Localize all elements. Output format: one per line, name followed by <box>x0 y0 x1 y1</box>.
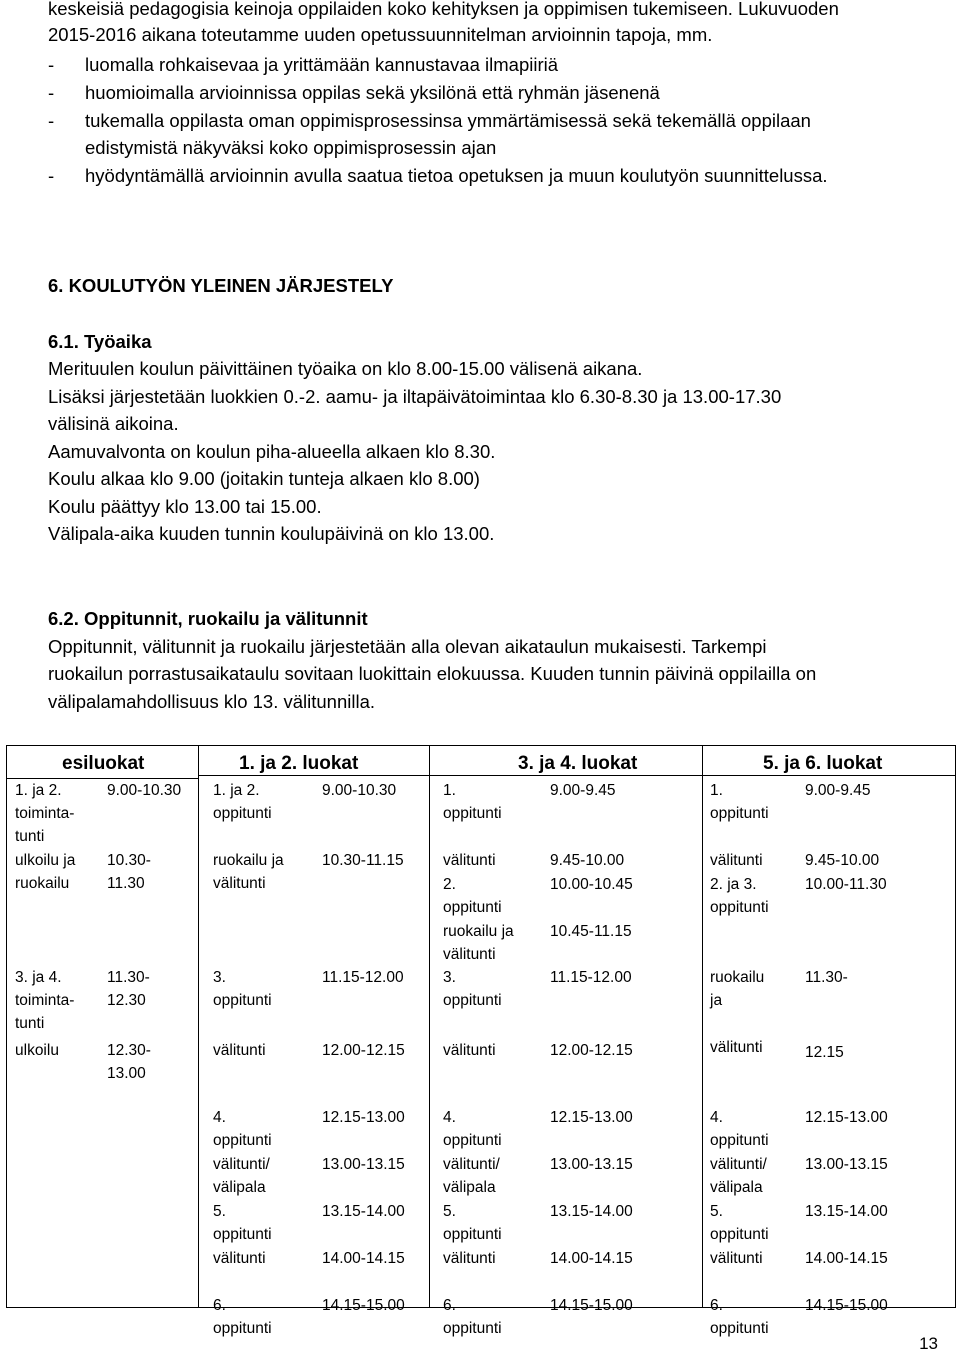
g56-activity-label: 2. ja 3. <box>710 876 757 893</box>
g56-time: 13.00-13.15 <box>805 1156 888 1173</box>
bullet-item: huomioimalla arvioinnissa oppilas sekä yksilönä että ryhmän jäsenenä <box>85 82 660 103</box>
g34-activity-label: välitunti <box>443 852 496 869</box>
g12-time: 12.00-12.15 <box>322 1042 405 1059</box>
bullet-item: tukemalla oppilasta oman oppimisprosessinsa ymmärtämisessä sekä tekemällä oppilaan <box>85 110 811 131</box>
g34-activity-label: ruokailu ja <box>443 923 514 940</box>
g34-activity-label: oppitunti <box>443 805 502 822</box>
g12-activity-label: välipala <box>213 1179 266 1196</box>
esi-time: 11.30- <box>107 969 150 986</box>
esi-activity-label: ruokailu <box>15 875 70 892</box>
bullet-dash: - <box>48 110 55 131</box>
esi-activity-label: tunti <box>15 1015 45 1032</box>
g56-time: 9.00-9.45 <box>805 782 871 799</box>
table-header-rule <box>198 775 955 776</box>
g34-activity-label: 5. <box>443 1203 456 1220</box>
lessons-line: Oppitunnit, välitunnit ja ruokailu järjestetään alla olevan aikataulun mukaisesti. Tarkempi <box>48 636 767 657</box>
g12-time: 13.15-14.00 <box>322 1203 405 1220</box>
lessons-line: ruokailun porrastusaikataulu sovitaan luokittain elokuussa. Kuuden tunnin päivinä oppilailla on <box>48 663 817 684</box>
g34-activity-label: oppitunti <box>443 1132 502 1149</box>
esi-time: 13.00 <box>107 1065 146 1082</box>
worktime-line: Aamuvalvonta on koulun piha-alueella alkaen klo 8.30. <box>48 441 496 462</box>
g34-activity-label: välitunti <box>443 1250 496 1267</box>
section-6-1-title: 6.1. Työaika <box>48 331 152 352</box>
table-divider <box>198 746 199 1307</box>
g56-activity-label: välitunti <box>710 852 763 869</box>
section-6-2-title: 6.2. Oppitunnit, ruokailu ja välitunnit <box>48 608 368 629</box>
bullet-dash: - <box>48 54 55 75</box>
g56-activity-label: välitunti <box>710 1250 763 1267</box>
g12-time: 14.00-14.15 <box>322 1250 405 1267</box>
worktime-line: Välipala-aika kuuden tunnin koulupäivinä on klo 13.00. <box>48 523 495 544</box>
g12-activity-label: välitunti/ <box>213 1156 270 1173</box>
g56-activity-label: ruokailu <box>710 969 765 986</box>
intro-line: keskeisiä pedagogisia keinoja oppilaiden koko kehityksen ja oppimisen tukemiseen. Lukuvuoden <box>48 0 839 19</box>
header-esiluokat: esiluokat <box>62 753 145 774</box>
g34-activity-label: oppitunti <box>443 899 502 916</box>
worktime-line: Lisäksi järjestetään luokkien 0.-2. aamu- ja iltapäivätoimintaa klo 6.30-8.30 ja 13.00-17.30 <box>48 386 782 407</box>
g34-activity-label: välitunti/ <box>443 1156 500 1173</box>
esi-activity-label: toiminta- <box>15 992 75 1009</box>
g12-activity-label: ruokailu ja <box>213 852 284 869</box>
bullet-dash: - <box>48 165 55 186</box>
g34-activity-label: 2. <box>443 876 456 893</box>
g12-activity-label: 6. <box>213 1297 226 1314</box>
bullet-item-cont: edistymistä näkyväksi koko oppimisprosessin ajan <box>85 137 497 158</box>
g12-activity-label: välitunti <box>213 875 266 892</box>
g34-activity-label: välitunti <box>443 1042 496 1059</box>
g56-activity-label: 5. <box>710 1203 723 1220</box>
g56-time: 12.15-13.00 <box>805 1109 888 1126</box>
bullet-item: hyödyntämällä arvioinnin avulla saatua tietoa opetuksen ja muun koulutyön suunnittelussa. <box>85 165 828 186</box>
g56-time: 14.00-14.15 <box>805 1250 888 1267</box>
g56-activity-label: välitunti/ <box>710 1156 767 1173</box>
g12-time: 13.00-13.15 <box>322 1156 405 1173</box>
g56-activity-label: 1. <box>710 782 723 799</box>
g56-activity-label: oppitunti <box>710 899 769 916</box>
header-1-2-luokat: 1. ja 2. luokat <box>239 753 359 774</box>
g56-activity-label: 4. <box>710 1109 723 1126</box>
g12-activity-label: 4. <box>213 1109 226 1126</box>
intro-line: 2015-2016 aikana toteutamme uuden opetussuunnitelman arvioinnin tapoja, mm. <box>48 24 713 45</box>
section-6-title: 6. KOULUTYÖN YLEINEN JÄRJESTELY <box>48 275 394 296</box>
worktime-line: Koulu päättyy klo 13.00 tai 15.00. <box>48 496 322 517</box>
bullet-item: luomalla rohkaisevaa ja yrittämään kannustavaa ilmapiiriä <box>85 54 559 75</box>
esi-activity-label: ulkoilu <box>15 1042 59 1059</box>
g34-time: 12.15-13.00 <box>550 1109 633 1126</box>
g34-time: 10.45-11.15 <box>550 923 632 940</box>
g56-time: 12.15 <box>805 1044 844 1061</box>
g56-activity-label: oppitunti <box>710 805 769 822</box>
g12-time: 9.00-10.30 <box>322 782 397 799</box>
g56-activity-label: välipala <box>710 1179 763 1196</box>
esi-time: 9.00-10.30 <box>107 782 182 799</box>
esi-time: 12.30- <box>107 1042 151 1059</box>
header-3-4-luokat: 3. ja 4. luokat <box>518 753 638 774</box>
g56-activity-label: välitunti <box>710 1039 763 1056</box>
page-number: 13 <box>919 1334 938 1353</box>
g12-activity-label: 1. ja 2. <box>213 782 260 799</box>
g34-activity-label: välitunti <box>443 946 496 963</box>
g34-time: 10.00-10.45 <box>550 876 633 893</box>
g34-time: 14.00-14.15 <box>550 1250 633 1267</box>
esi-activity-label: tunti <box>15 828 45 845</box>
g12-time: 14.15-15.00 <box>322 1297 405 1314</box>
g12-activity-label: oppitunti <box>213 1226 272 1243</box>
g56-activity-label: ja <box>710 992 723 1009</box>
g34-time: 12.00-12.15 <box>550 1042 633 1059</box>
g12-activity-label: 3. <box>213 969 226 986</box>
g12-activity-label: oppitunti <box>213 1320 272 1337</box>
g12-time: 11.15-12.00 <box>322 969 404 986</box>
g34-time: 9.45-10.00 <box>550 852 625 869</box>
g34-activity-label: 3. <box>443 969 456 986</box>
g34-time: 9.00-9.45 <box>550 782 616 799</box>
g12-activity-label: välitunti <box>213 1250 266 1267</box>
g34-activity-label: 1. <box>443 782 456 799</box>
g34-time: 11.15-12.00 <box>550 969 632 986</box>
g34-activity-label: oppitunti <box>443 1226 502 1243</box>
esi-activity-label: ulkoilu ja <box>15 852 76 869</box>
schedule-table <box>6 745 956 1337</box>
g56-activity-label: oppitunti <box>710 1320 769 1337</box>
g56-time: 13.15-14.00 <box>805 1203 888 1220</box>
worktime-line: välisinä aikoina. <box>48 413 179 434</box>
g56-time: 10.00-11.30 <box>805 876 887 893</box>
g12-activity-label: 5. <box>213 1203 226 1220</box>
g56-activity-label: oppitunti <box>710 1132 769 1149</box>
g56-time: 9.45-10.00 <box>805 852 880 869</box>
g12-activity-label: oppitunti <box>213 992 272 1009</box>
g12-activity-label: välitunti <box>213 1042 266 1059</box>
table-divider <box>429 746 430 1307</box>
g34-activity-label: 6. <box>443 1297 456 1314</box>
g34-time: 14.15-15.00 <box>550 1297 633 1314</box>
esi-time: 11.30 <box>107 875 145 892</box>
esi-time: 10.30- <box>107 852 151 869</box>
g56-activity-label: 6. <box>710 1297 723 1314</box>
g34-time: 13.00-13.15 <box>550 1156 633 1173</box>
g12-activity-label: oppitunti <box>213 1132 272 1149</box>
esi-activity-label: toiminta- <box>15 805 75 822</box>
worktime-line: Merituulen koulun päivittäinen työaika on klo 8.00-15.00 välisenä aikana. <box>48 358 643 379</box>
g34-activity-label: välipala <box>443 1179 496 1196</box>
g12-time: 10.30-11.15 <box>322 852 404 869</box>
header-5-6-luokat: 5. ja 6. luokat <box>763 753 883 774</box>
g34-activity-label: oppitunti <box>443 1320 502 1337</box>
g12-time: 12.15-13.00 <box>322 1109 405 1126</box>
g34-time: 13.15-14.00 <box>550 1203 633 1220</box>
g12-activity-label: oppitunti <box>213 805 272 822</box>
esi-time: 12.30 <box>107 992 146 1009</box>
g56-time: 14.15-15.00 <box>805 1297 888 1314</box>
lessons-line: välipalamahdollisuus klo 13. välitunnilla. <box>48 691 376 712</box>
g34-activity-label: oppitunti <box>443 992 502 1009</box>
bullet-dash: - <box>48 82 55 103</box>
g56-activity-label: oppitunti <box>710 1226 769 1243</box>
worktime-line: Koulu alkaa klo 9.00 (joitakin tunteja alkaen klo 8.00) <box>48 468 480 489</box>
esi-activity-label: 3. ja 4. <box>15 969 62 986</box>
g56-time: 11.30- <box>805 969 848 986</box>
table-divider <box>702 746 703 1307</box>
g34-activity-label: 4. <box>443 1109 456 1126</box>
esi-activity-label: 1. ja 2. <box>15 782 62 799</box>
